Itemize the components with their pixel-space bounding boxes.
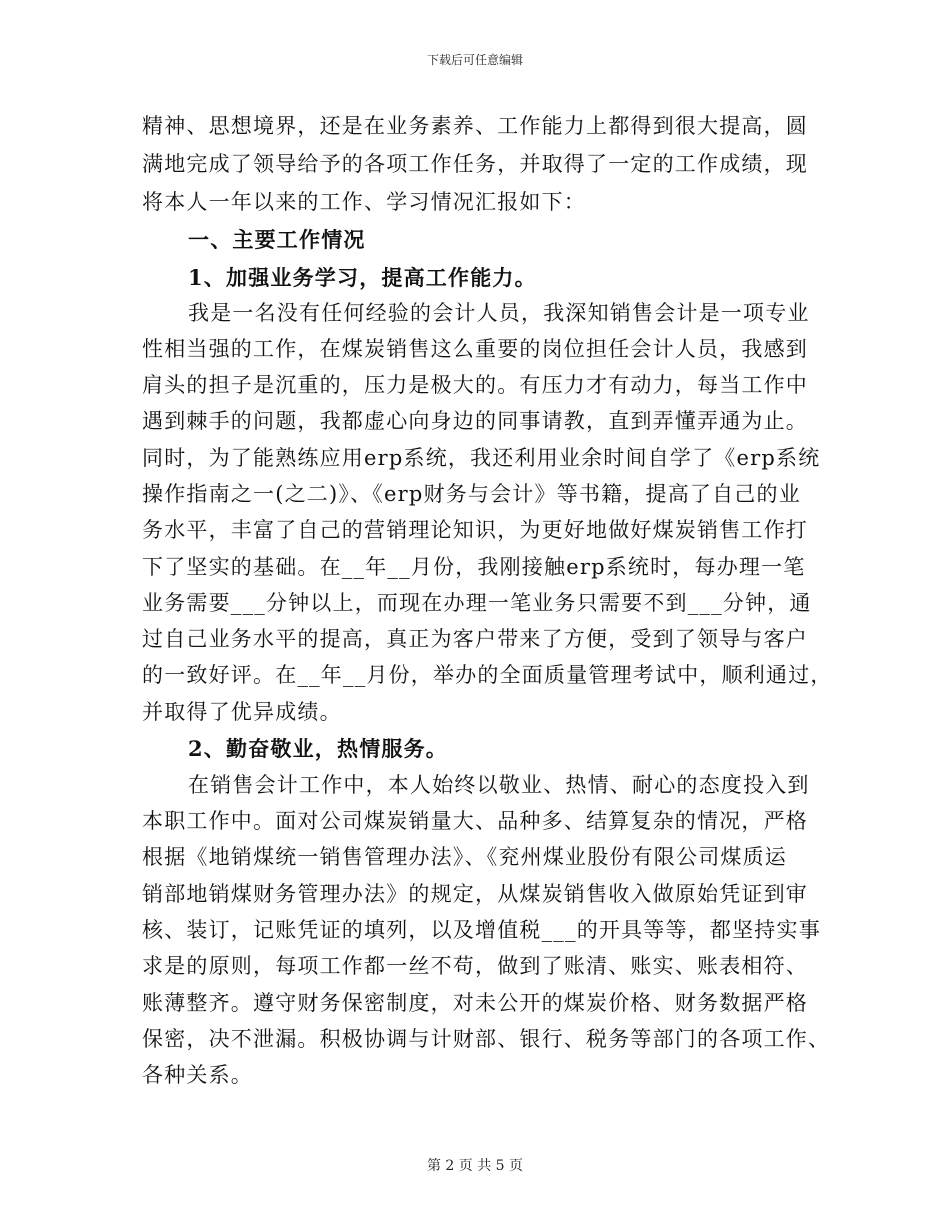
- subsection-heading: 1、加强业务学习，提高工作能力。: [188, 265, 537, 290]
- body-line: 保密，决不泄漏。积极协调与计财部、银行、税务等部门的各项工作、: [142, 1027, 831, 1051]
- body-line: 遇到棘手的问题，我都虚心向身边的同事请教，直到弄懂弄通为止。: [142, 409, 808, 433]
- body-line: 务水平，丰富了自己的营销理论知识，为更好地做好煤炭销售工作打: [142, 518, 808, 542]
- body-line: 本职工作中。面对公司煤炭销量大、品种多、结算复杂的情况，严格: [142, 809, 808, 833]
- body-line: 将本人一年以来的工作、学习情况汇报如下：: [142, 190, 586, 214]
- body-line: 在销售会计工作中，本人始终以敬业、热情、耐心的态度投入到: [188, 773, 810, 797]
- page-footer: 第 2 页 共 5 页: [426, 1158, 524, 1174]
- body-line: 根据《地销煤统一销售管理办法》、《兖州煤业股份有限公司煤质运: [142, 845, 787, 869]
- body-line: 核、装订，记账凭证的填列，以及增值税___的开具等等，都坚持实事: [142, 918, 821, 942]
- body-line: 销部地销煤财务管理办法》的规定，从煤炭销售收入做原始凭证到审: [142, 882, 808, 906]
- body-line: 的一致好评。在__年__月份，举办的全面质量管理考试中，顺利通过，: [142, 663, 833, 687]
- body-line: 性相当强的工作，在煤炭销售这么重要的岗位担任会计人员，我感到: [142, 337, 808, 361]
- body-line: 过自己业务水平的提高，真正为客户带来了方便，受到了领导与客户: [142, 627, 808, 651]
- body-line: 肩头的担子是沉重的，压力是极大的。有压力才有动力，每当工作中: [142, 373, 808, 397]
- body-line: 下了坚实的基础。在__年__月份，我刚接触erp系统时，每办理一笔: [142, 555, 806, 579]
- body-line: 账薄整齐。遵守财务保密制度，对未公开的煤炭价格、财务数据严格: [142, 991, 808, 1015]
- body-line: 我是一名没有任何经验的会计人员，我深知销售会计是一项专业: [188, 301, 810, 325]
- body-line: 精神、思想境界，还是在业务素养、工作能力上都得到很大提高，圆: [142, 114, 808, 138]
- body-line: 满地完成了领导给予的各项工作任务，并取得了一定的工作成绩，现: [142, 152, 808, 176]
- body-line: 各种关系。: [142, 1063, 253, 1087]
- body-line: 同时，为了能熟练应用erp系统，我还利用业余时间自学了《erp系统: [142, 446, 821, 470]
- body-line: 业务需要___分钟以上，而现在办理一笔业务只需要不到___分钟，通: [142, 591, 812, 615]
- body-line: 求是的原则，每项工作都一丝不苟，做到了账清、账实、账表相符、: [142, 954, 808, 978]
- body-line: 操作指南之一(之二)》、《erp财务与会计》等书籍，提高了自己的业: [142, 482, 801, 506]
- section-heading: 一、主要工作情况: [188, 227, 366, 252]
- subsection-heading: 2、勤奋敬业，热情服务。: [188, 736, 449, 761]
- page-header: 下载后可任意编辑: [426, 53, 523, 67]
- body-line: 并取得了优异成绩。: [142, 700, 342, 724]
